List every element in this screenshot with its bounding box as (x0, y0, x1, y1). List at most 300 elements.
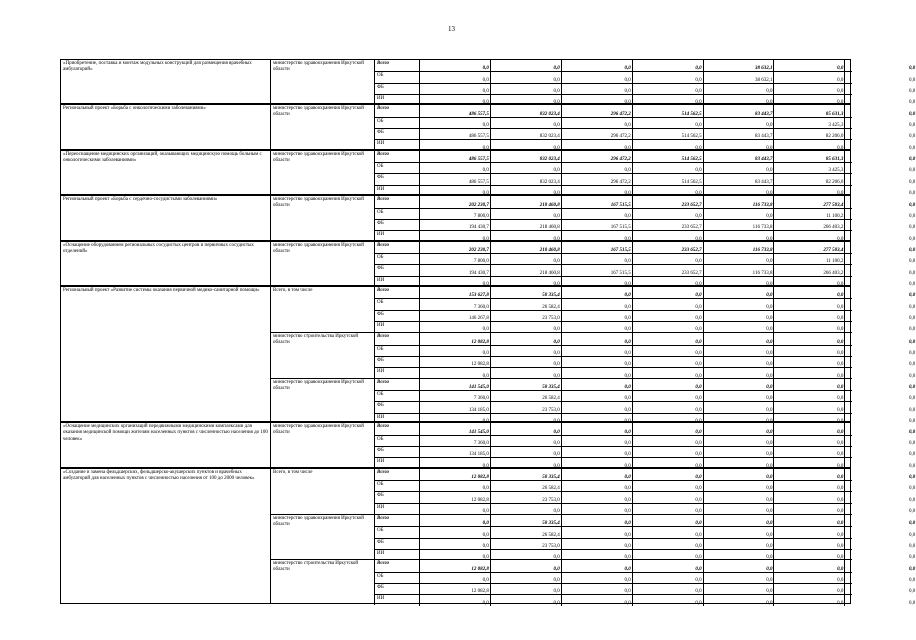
value-cell: 0,0 (420, 481, 491, 491)
value-cell: 0,0 (633, 539, 704, 549)
value-cell: 0,0 (704, 84, 775, 94)
executor-group (271, 242, 916, 287)
value-cell: 514 562,5 (633, 151, 704, 162)
value-cell: 0,0 (491, 423, 562, 434)
value-cell: 0,0 (562, 492, 633, 502)
value-cell: 0,0 (633, 186, 704, 196)
value-cell: 0,0 (633, 287, 704, 298)
value-cell: 0,0 (420, 60, 491, 71)
value-cell: 0,0 (775, 60, 846, 71)
value-cell: 0,0 (491, 504, 562, 514)
value-cell: 0,0 (562, 560, 633, 571)
value-cell: 0,0 (704, 560, 775, 571)
funding-row (375, 287, 916, 299)
value-cell: 486 557,5 (420, 129, 491, 139)
value-cell: 0,0 (909, 270, 916, 276)
value-cell: 0,0 (704, 527, 775, 537)
value-cell: 0,0 (704, 447, 775, 457)
value-cell: 83 443,7 (704, 151, 775, 162)
value-cell: 26 582,4 (491, 481, 562, 491)
value-cell: 0,0 (420, 163, 491, 173)
executor-group (271, 105, 916, 151)
value-cell: 0,0 (775, 391, 846, 401)
value-cell: 0,0 (562, 550, 633, 560)
value-cell: 0,0 (491, 447, 562, 457)
value-cell: 12 082,8 (420, 469, 491, 480)
funding-source: ИИ (375, 458, 420, 468)
value-cell: 277 503,4 (775, 242, 846, 253)
value-cell: 0,0 (909, 385, 916, 391)
value-cell: 0,0 (562, 322, 633, 332)
value-cell: 0,0 (775, 357, 846, 367)
value-cell: 0,0 (562, 231, 633, 241)
funding-source: ФБ (375, 220, 420, 230)
executor-name: министерство здравоохранения Иркутской области (271, 151, 375, 196)
value-cell: 0,0 (420, 186, 491, 196)
funding-row (375, 71, 916, 83)
value-cell: 0,0 (704, 414, 775, 424)
value-cell: 0,0 (909, 157, 916, 163)
value-cell: 0,0 (775, 95, 846, 105)
value-cell: 153 627,8 (420, 287, 491, 298)
program-block (60, 422, 916, 469)
executor-name: министерство здравоохранения Иркутской области (271, 242, 375, 287)
value-cell: 0,0 (562, 515, 633, 526)
value-cell: 0,0 (909, 521, 916, 527)
value-cell: 0,0 (704, 357, 775, 367)
value-cell: 0,0 (562, 277, 633, 287)
value-cell: 0,0 (704, 423, 775, 434)
value-cell: 0,0 (491, 550, 562, 560)
value-cell: 0,0 (633, 584, 704, 594)
value-cell: 0,0 (633, 379, 704, 390)
value-cell: 0,0 (562, 333, 633, 344)
value-cell: 0,0 (491, 60, 562, 71)
value-cell: 134 185,0 (420, 402, 491, 412)
funding-row (375, 538, 916, 550)
value-cell: 0,0 (909, 429, 916, 435)
value-cell: 167 515,5 (562, 242, 633, 253)
value-cell: 0,0 (562, 504, 633, 514)
value-cell: 0,0 (909, 362, 916, 368)
funding-row (375, 83, 916, 95)
value-cell: 0,0 (704, 458, 775, 468)
value-cell: 141 545,0 (420, 379, 491, 390)
funding-source: ФБ (375, 539, 420, 549)
value-cell: 0,0 (562, 299, 633, 309)
funding-source: ОБ (375, 346, 420, 356)
value-cell: 0,0 (909, 145, 916, 151)
value-cell: 0,0 (909, 566, 916, 572)
funding-row (375, 469, 916, 480)
value-cell: 0,0 (775, 346, 846, 356)
funding-source: ОБ (375, 481, 420, 491)
value-cell: 83 443,7 (704, 105, 775, 116)
executor-group (271, 559, 916, 606)
funding-row (375, 117, 916, 129)
value-cell: 0,0 (562, 539, 633, 549)
funding-row (375, 162, 916, 174)
value-cell: 277 503,4 (775, 196, 846, 207)
value-cell: 0,0 (633, 209, 704, 219)
value-cell: 0,0 (775, 311, 846, 321)
value-cell: 832 023,4 (491, 105, 562, 116)
funding-row (375, 583, 916, 595)
value-cell: 0,0 (775, 481, 846, 491)
value-cell: 0,0 (491, 84, 562, 94)
value-cell: 0,0 (633, 322, 704, 332)
value-cell: 0,0 (633, 458, 704, 468)
funding-row (375, 128, 916, 140)
value-cell: 0,0 (909, 89, 916, 95)
value-cell: 0,0 (633, 573, 704, 583)
funding-row (375, 379, 916, 391)
value-cell: 116 733,8 (704, 196, 775, 207)
value-cell: 0,0 (491, 209, 562, 219)
funding-source: ИИ (375, 595, 420, 605)
value-cell: 0,0 (775, 436, 846, 446)
value-cell: 0,0 (562, 458, 633, 468)
funding-row (375, 480, 916, 492)
value-cell: 0,0 (420, 140, 491, 150)
value-cell: 0,0 (420, 72, 491, 82)
program-block (60, 195, 916, 242)
value-cell: 0,0 (909, 351, 916, 357)
value-cell: 0,0 (633, 492, 704, 502)
value-cell: 0,0 (704, 140, 775, 150)
funding-source: ИИ (375, 95, 420, 105)
value-cell: 0,0 (775, 584, 846, 594)
value-cell: 0,0 (633, 118, 704, 128)
value-cell: 0,0 (775, 322, 846, 332)
funding-source: Всего (375, 469, 420, 480)
value-cell: 50 335,4 (491, 515, 562, 526)
funding-source: Всего (375, 196, 420, 207)
value-cell: 0,0 (420, 368, 491, 378)
value-cell: 0,0 (704, 186, 775, 196)
funding-source: ИИ (375, 414, 420, 424)
funding-row (375, 151, 916, 163)
value-cell: 0,0 (633, 140, 704, 150)
value-cell: 0,0 (775, 527, 846, 537)
value-cell: 486 557,5 (420, 151, 491, 162)
value-cell: 0,0 (775, 402, 846, 412)
funding-source: Всего (375, 242, 420, 253)
value-cell: 0,0 (704, 402, 775, 412)
executor-name: министерство строительства Иркутской области (271, 560, 375, 604)
value-cell: 0,0 (704, 595, 775, 605)
value-cell: 0,0 (775, 72, 846, 82)
value-cell: 0,0 (909, 225, 916, 231)
funding-row (375, 515, 916, 527)
funding-source: ФБ (375, 311, 420, 321)
value-cell: 0,0 (909, 373, 916, 379)
value-cell: 12 082,8 (420, 357, 491, 367)
value-cell: 0,0 (633, 414, 704, 424)
value-cell: 514 562,5 (633, 105, 704, 116)
value-cell: 0,0 (562, 163, 633, 173)
value-cell: 0,0 (633, 436, 704, 446)
value-cell: 0,0 (562, 95, 633, 105)
value-cell: 0,0 (775, 414, 846, 424)
executor-name: министерство здравоохранения Иркутской области (271, 423, 375, 468)
value-cell: 0,0 (704, 492, 775, 502)
value-cell: 0,0 (704, 231, 775, 241)
value-cell: 0,0 (909, 281, 916, 287)
value-cell: 0,0 (633, 402, 704, 412)
value-cell: 218 460,8 (491, 196, 562, 207)
executor-group (271, 287, 916, 333)
value-cell: 0,0 (704, 481, 775, 491)
value-cell: 0,0 (704, 333, 775, 344)
value-cell: 0,0 (420, 504, 491, 514)
value-cell: 0,0 (775, 299, 846, 309)
value-cell: 167 515,5 (562, 220, 633, 230)
value-cell: 0,0 (704, 209, 775, 219)
funding-source: ФБ (375, 584, 420, 594)
funding-source: ОБ (375, 209, 420, 219)
value-cell: 0,0 (562, 391, 633, 401)
value-cell: 82 206,0 (775, 174, 846, 184)
value-cell: 0,0 (775, 573, 846, 583)
value-cell: 3 425,3 (775, 118, 846, 128)
value-cell: 0,0 (909, 339, 916, 345)
value-cell: 0,0 (562, 357, 633, 367)
value-cell: 0,0 (775, 458, 846, 468)
value-cell: 832 023,4 (491, 129, 562, 139)
value-cell: 38 632,1 (704, 72, 775, 82)
value-cell: 0,0 (704, 287, 775, 298)
value-cell: 0,0 (562, 140, 633, 150)
value-cell: 0,0 (909, 168, 916, 174)
value-cell: 194 430,7 (420, 265, 491, 275)
value-cell: 167 515,5 (562, 196, 633, 207)
value-cell: 0,0 (633, 423, 704, 434)
value-cell: 116 733,8 (704, 242, 775, 253)
value-cell: 0,0 (491, 584, 562, 594)
value-cell: 0,0 (633, 163, 704, 173)
value-cell: 0,0 (909, 544, 916, 550)
value-cell: 0,0 (562, 402, 633, 412)
value-cell: 0,0 (491, 595, 562, 605)
value-cell: 0,0 (909, 419, 916, 425)
value-cell: 0,0 (909, 396, 916, 402)
funding-row (375, 264, 916, 276)
funding-source: ОБ (375, 72, 420, 82)
funding-source: ОБ (375, 436, 420, 446)
funding-source: ОБ (375, 118, 420, 128)
funding-source: ФБ (375, 129, 420, 139)
value-cell: 0,0 (704, 550, 775, 560)
value-cell: 233 652,7 (633, 265, 704, 275)
project-name: Региональный проект «Борьба с онкологическими заболеваниями» (61, 105, 271, 148)
value-cell: 0,0 (562, 584, 633, 594)
value-cell: 0,0 (775, 368, 846, 378)
value-cell: 0,0 (909, 532, 916, 538)
project-name: «Переоснащение медицинских организаций, оказывающих медицинскую помощь больным с онкологическими заболеваниями» (61, 151, 271, 194)
funding-source: ФБ (375, 492, 420, 502)
funding-row (375, 333, 916, 345)
value-cell: 0,0 (704, 573, 775, 583)
value-cell: 83 443,7 (704, 129, 775, 139)
value-cell: 0,0 (909, 191, 916, 197)
value-cell: 0,0 (633, 469, 704, 480)
funding-source: ОБ (375, 299, 420, 309)
funding-source: ФБ (375, 84, 420, 94)
funding-row (375, 356, 916, 368)
funding-row (375, 446, 916, 458)
value-cell: 0,0 (775, 515, 846, 526)
value-cell: 0,0 (491, 573, 562, 583)
value-cell: 0,0 (909, 316, 916, 322)
value-cell: 0,0 (704, 379, 775, 390)
executor-group (271, 423, 916, 469)
value-cell: 0,0 (420, 346, 491, 356)
value-cell: 0,0 (704, 254, 775, 264)
value-cell: 0,0 (704, 504, 775, 514)
value-cell: 0,0 (633, 254, 704, 264)
value-cell: 0,0 (909, 202, 916, 208)
executor-group (271, 151, 916, 197)
value-cell: 514 562,5 (633, 129, 704, 139)
funding-row (375, 242, 916, 253)
value-cell: 0,0 (633, 84, 704, 94)
value-cell: 23 753,0 (491, 402, 562, 412)
value-cell: 0,0 (775, 186, 846, 196)
value-cell: 0,0 (562, 469, 633, 480)
value-cell: 0,0 (909, 123, 916, 129)
value-cell: 0,0 (909, 100, 916, 106)
value-cell: 85 631,3 (775, 105, 846, 116)
funding-source: Всего (375, 423, 420, 434)
value-cell: 0,0 (633, 72, 704, 82)
funding-row (375, 435, 916, 446)
funding-source: ОБ (375, 527, 420, 537)
value-cell: 0,0 (775, 379, 846, 390)
value-cell: 0,0 (633, 277, 704, 287)
value-cell: 0,0 (562, 423, 633, 434)
value-cell: 0,0 (909, 236, 916, 242)
funding-row (375, 321, 916, 333)
value-cell: 0,0 (704, 436, 775, 446)
value-cell: 0,0 (909, 407, 916, 413)
funding-row (375, 310, 916, 322)
value-cell: 0,0 (909, 463, 916, 469)
program-block (60, 286, 916, 425)
value-cell: 0,0 (909, 179, 916, 185)
executor-name: Всего, в том числе (271, 469, 375, 514)
funding-row (375, 298, 916, 310)
funding-source: ОБ (375, 573, 420, 583)
executor-group (271, 469, 916, 514)
value-cell: 12 082,8 (420, 492, 491, 502)
value-cell: 0,0 (420, 231, 491, 241)
value-cell: 0,0 (491, 277, 562, 287)
value-cell: 3 425,3 (775, 163, 846, 173)
funding-source: Всего (375, 151, 420, 162)
value-cell: 0,0 (562, 414, 633, 424)
value-cell: 832 023,4 (491, 174, 562, 184)
funding-row (375, 572, 916, 584)
value-cell: 0,0 (909, 66, 916, 72)
value-cell: 85 631,3 (775, 151, 846, 162)
project-name: «Оснащение медицинских организаций передвижными медицинскими комплексами для оказания медицинской помощи жителям населенных пунктов с численностью населения до 100 человек» (61, 423, 271, 466)
value-cell: 0,0 (704, 539, 775, 549)
value-cell: 0,0 (420, 573, 491, 583)
funding-source: ИИ (375, 504, 420, 514)
value-cell: 0,0 (562, 436, 633, 446)
value-cell: 233 652,7 (633, 220, 704, 230)
value-cell: 116 733,8 (704, 220, 775, 230)
value-cell: 266 403,2 (775, 265, 846, 275)
value-cell: 134 185,0 (420, 447, 491, 457)
funding-source: Всего (375, 105, 420, 116)
value-cell: 0,0 (909, 304, 916, 310)
value-cell: 50 335,4 (491, 469, 562, 480)
program-block (60, 59, 916, 106)
value-cell: 0,0 (562, 368, 633, 378)
value-cell: 0,0 (909, 111, 916, 117)
funding-source: ИИ (375, 550, 420, 560)
value-cell: 0,0 (562, 60, 633, 71)
value-cell: 0,0 (775, 492, 846, 502)
value-cell: 167 515,5 (562, 265, 633, 275)
funding-row (375, 503, 916, 514)
value-cell: 218 460,8 (491, 220, 562, 230)
executor-group (271, 514, 916, 561)
value-cell: 0,0 (633, 515, 704, 526)
value-cell: 202 230,7 (420, 242, 491, 253)
executor-name: министерство здравоохранения Иркутской области (271, 379, 375, 423)
value-cell: 514 562,5 (633, 174, 704, 184)
value-cell: 0,0 (562, 447, 633, 457)
executor-group (271, 378, 916, 425)
project-name: Региональный проект «Развитие системы оказания первичной медико-санитарной помощи» (61, 287, 271, 421)
executor-name: Всего, в том числе (271, 287, 375, 332)
value-cell: 0,0 (704, 277, 775, 287)
funding-source: ФБ (375, 447, 420, 457)
value-cell: 0,0 (909, 247, 916, 253)
value-cell: 0,0 (633, 504, 704, 514)
value-cell: 23 753,0 (491, 311, 562, 321)
value-cell: 0,0 (633, 333, 704, 344)
project-name: «Оснащение оборудованием региональных сосудистых центров и первичных сосудистых отделений» (61, 242, 271, 285)
funding-row (375, 253, 916, 265)
funding-source: Всего (375, 515, 420, 526)
value-cell: 0,0 (491, 186, 562, 196)
funding-row (375, 526, 916, 538)
value-cell: 0,0 (562, 209, 633, 219)
value-cell: 0,0 (633, 481, 704, 491)
funding-source: ФБ (375, 174, 420, 184)
value-cell: 0,0 (491, 254, 562, 264)
funding-row (375, 423, 916, 435)
value-cell: 486 557,5 (420, 174, 491, 184)
value-cell: 12 082,8 (420, 560, 491, 571)
value-cell: 0,0 (775, 539, 846, 549)
value-cell: 0,0 (562, 287, 633, 298)
project-name: «Приобретение, поставка и монтаж модульных конструкций для размещения врачебных амбулаторий» (61, 60, 271, 103)
value-cell: 0,0 (562, 595, 633, 605)
value-cell: 0,0 (909, 134, 916, 140)
value-cell: 296 472,2 (562, 174, 633, 184)
executor-name: министерство здравоохранения Иркутской области (271, 515, 375, 559)
value-cell: 0,0 (909, 77, 916, 83)
funding-source: Всего (375, 560, 420, 571)
funding-source: ИИ (375, 140, 420, 150)
value-cell: 0,0 (491, 333, 562, 344)
value-cell: 233 652,7 (633, 196, 704, 207)
